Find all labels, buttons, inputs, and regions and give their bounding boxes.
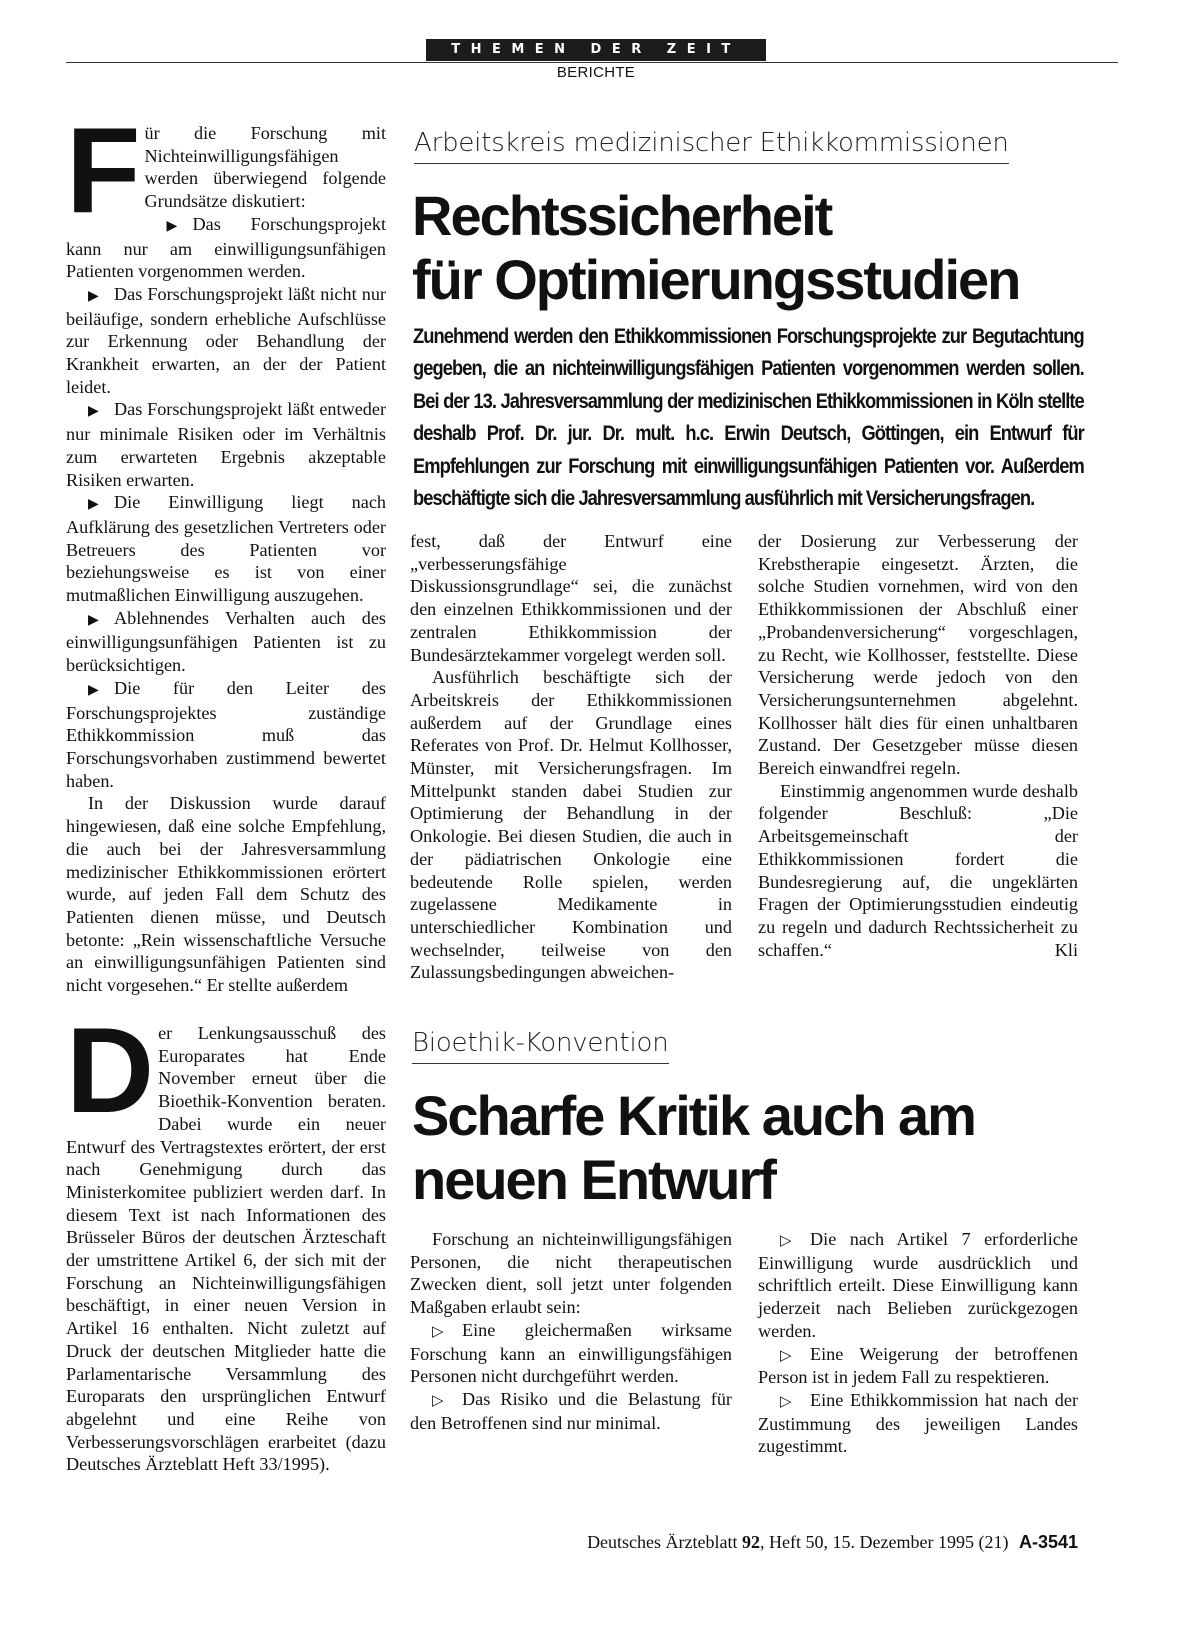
- article2-column-3: [758, 1228, 1078, 1458]
- section-banner: THEMEN DER ZEIT: [426, 39, 766, 61]
- article1-headline-line: Rechtssicherheit: [412, 184, 832, 247]
- bullet-triangle-icon: ▶: [88, 496, 99, 513]
- article1-column-3: [758, 530, 1078, 961]
- article1-headline-line: für Optimierungsstudien: [412, 248, 1020, 311]
- article2-headline-line: Scharfe Kritik auch am: [412, 1084, 975, 1147]
- footer-journal: Deutsches Ärzteblatt: [587, 1532, 738, 1552]
- point-triangle-icon: ▷: [432, 1321, 444, 1340]
- article1-intro: ür die Forschung mit Nichteinwilligungsfähigen werden überwiegend folgende Grundsätze diskutiert:: [144, 123, 386, 212]
- article1-paragraph: In der Diskussion wurde darauf hingewiesen, daß eine solche Empfehlung, die auch bei der Jahresversammlung medizinischer Ethikkommissionen erörtert wurde, auf jeden Fall dem Schutz des Patienten dienen müsse, und Deutsch betonte: „Rein wissenschaftliche Versuche an einwilligungsunfähigen Patienten sind nicht vorgesehen.“ Er stellte außerdem: [66, 793, 386, 996]
- article1-bullet: ▶ Ablehnendes Verhalten auch des einwilligungsunfähigen Patienten ist zu berücksichtigen.: [66, 607, 386, 676]
- page-footer: [587, 1532, 1078, 1553]
- article2-point: ▷ Die nach Artikel 7 erforderliche Einwilligung wurde ausdrücklich und schriftlich erteilt. Diese Einwilligung kann jederzeit nach Belieben zurückgezogen werden.: [758, 1229, 1078, 1341]
- header-rule: [66, 62, 1118, 63]
- article2-column-1: [66, 1002, 386, 1476]
- article1-teaser: Zunehmend werden den Ethikkommissionen Forschungsprojekte zur Begutachtung gegeben, die an nichteinwilligungsfähigen Patienten vorgenommen werden sollen. Bei der 13. Jahresversammlung der medizinischen Ethikkommissionen in Köln stellte deshalb Prof. Dr. jur. Dr. mult. h.c. Erwin Deutsch, Göttingen, ein Entwurf für Empfehlungen zur Forschung mit einwilligungsunfähigen Patienten vor. Außerdem beschäftigte sich die Jahresversammlung ausführlich mit Versicherungsfragen.: [413, 324, 1084, 511]
- article2-paragraph: Forschung an nichteinwilligungsfähigen Personen, die nicht therapeutischen Zwecken dient, soll jetzt unter folgenden Maßgaben erlaubt sein:: [410, 1229, 732, 1318]
- bullet-triangle-icon: ▶: [88, 681, 99, 698]
- article2-kicker: Bioethik-Konvention: [412, 1028, 669, 1064]
- article2-paragraph: er Lenkungsausschuß des Europarates hat Ende November erneut über die Bioethik-Konvention beraten. Dabei wurde ein neuer Entwurf des Vertragstextes erörtert, der erst nach Genehmigung durch das Ministerkomitee publiziert werden darf. In diesem Text ist nach Informationen des Brüsseler Büros der deutschen Ärzteschaft der umstrittene Artikel 6, der sich mit der Forschung an Nichteinwilligungsfähigen beschäftigt, in einer neuen Version in Artikel 16 enthalten. Nicht zuletzt auf Druck der deutschen Mitglieder hatte die Parlamentarische Versammlung des Europarats den ursprünglichen Entwurf abgelehnt und eine Reihe von Verbesserungsvorschlägen erarbeitet (dazu Deutsches Ärzteblatt Heft 33/1995).: [66, 1023, 386, 1475]
- footer-page-number: A-3541: [1018, 1532, 1078, 1552]
- article1-bullet: ▶ Das Forschungsprojekt läßt entweder nur minimale Risiken oder im Verhältnis zum erwarteten Ergebnis akzeptable Risiken erwarten.: [66, 399, 386, 490]
- article2-headline-line: neuen Entwurf: [412, 1148, 775, 1211]
- article2-dropcap: D: [66, 1002, 153, 1138]
- article2-point: ▷ Eine Weigerung der betroffenen Person ist in jedem Fall zu respektieren.: [758, 1343, 1078, 1388]
- article1-dropcap: F: [66, 102, 139, 238]
- bullet-triangle-icon: ▶: [88, 611, 99, 628]
- article1-author: Kli: [1054, 939, 1078, 960]
- footer-issue: , Heft 50, 15. Dezember 1995 (21): [760, 1532, 1009, 1552]
- article1-bullet: ▶ Die für den Leiter des Forschungsprojektes zuständige Ethikkommission muß das Forschungsvorhaben zustimmend bewertet haben.: [66, 677, 386, 791]
- article1-paragraph: Ausführlich beschäftigte sich der Arbeitskreis der Ethikkommissionen außerdem auf der Grundlage eines Referates von Prof. Dr. Helmut Kollhosser, Münster, mit Versicherungsfragen. Im Mittelpunkt standen dabei Studien zur Optimierung der Behandlung in der Onkologie. Bei diesen Studien, die auch in der pädiatrischen Onkologie eine bedeutende Rolle spielen, werden zugelassene Medikamente in unterschiedlicher Kombination und wechselnder, teilweise von den Zulassungsbedingungen abweichen-: [410, 667, 732, 983]
- article1-bullet: ▶ Die Einwilligung liegt nach Aufklärung des gesetzlichen Vertreters oder Betreuers des Patienten vor beziehungsweise es ist von einer mutmaßlichen Einwilligung auszugehen.: [66, 492, 386, 606]
- article2-headline: [412, 1084, 975, 1212]
- subsection-label: BERICHTE: [556, 64, 636, 81]
- article1-column-1: [66, 102, 386, 997]
- article1-column-2: [410, 530, 732, 984]
- article1-bullet: ▶ Das Forschungsprojekt läßt nicht nur beiläufige, sondern erhebliche Aufschlüsse zur Erkennung oder Behandlung der Krankheit erwarten, an der der Patient leidet.: [66, 283, 386, 397]
- article2-point: ▷ Eine gleichermaßen wirksame Forschung kann an einwilligungsfähigen Personen nicht durchgeführt werden.: [410, 1319, 732, 1387]
- article1-paragraph: fest, daß der Entwurf eine „verbesserungsfähige Diskussionsgrundlage“ sei, die zunächst den einzelnen Ethikkommissionen und der zentralen Ethikkommission der Bundesärztekammer vorgelegt werden soll.: [410, 531, 732, 665]
- article1-paragraph: Einstimmig angenommen wurde deshalb folgender Beschluß: „Die Arbeitsgemeinschaft der Ethikkommissionen fordert die Bundesregierung auf, die ungeklärten Fragen der Optimierungsstudien eindeutig zu regeln und dadurch Rechtssicherheit zu schaffen.“ Kli: [758, 780, 1078, 960]
- bullet-triangle-icon: ▶: [88, 403, 99, 420]
- article1-bullet: ▶ Das Forschungsprojekt kann nur am einwilligungsunfähigen Patienten vorgenommen werden.: [66, 213, 386, 282]
- point-triangle-icon: ▷: [780, 1391, 792, 1410]
- article2-point: ▷ Eine Ethikkommission hat nach der Zustimmung des jeweiligen Landes zugestimmt.: [758, 1389, 1078, 1457]
- article2-column-2: [410, 1228, 732, 1434]
- article1-paragraph: der Dosierung zur Verbesserung der Krebstherapie eingesetzt. Ärzten, die solche Studien vornehmen, wird von den Ethikkommissionen der Abschluß einer „Probandenversicherung“ vorgeschlagen, zu Recht, wie Kollhosser, feststellte. Diese Versicherung werde jedoch von den Versicherungsunternehmen abgelehnt. Kollhosser hält dies für einen unhaltbaren Zustand. Der Gesetzgeber müsse diesen Bereich einwandfrei regeln.: [758, 531, 1078, 779]
- point-triangle-icon: ▷: [780, 1345, 792, 1364]
- article1-kicker: Arbeitskreis medizinischer Ethikkommissionen: [414, 128, 1009, 164]
- footer-volume: 92: [742, 1532, 761, 1552]
- bullet-triangle-icon: ▶: [88, 287, 99, 304]
- point-triangle-icon: ▷: [780, 1231, 792, 1249]
- point-triangle-icon: ▷: [432, 1390, 444, 1409]
- article2-point: ▷ Das Risiko und die Belastung für den Betroffenen sind nur minimal.: [410, 1388, 732, 1433]
- article1-headline: [412, 184, 1019, 312]
- bullet-triangle-icon: ▶: [166, 217, 178, 234]
